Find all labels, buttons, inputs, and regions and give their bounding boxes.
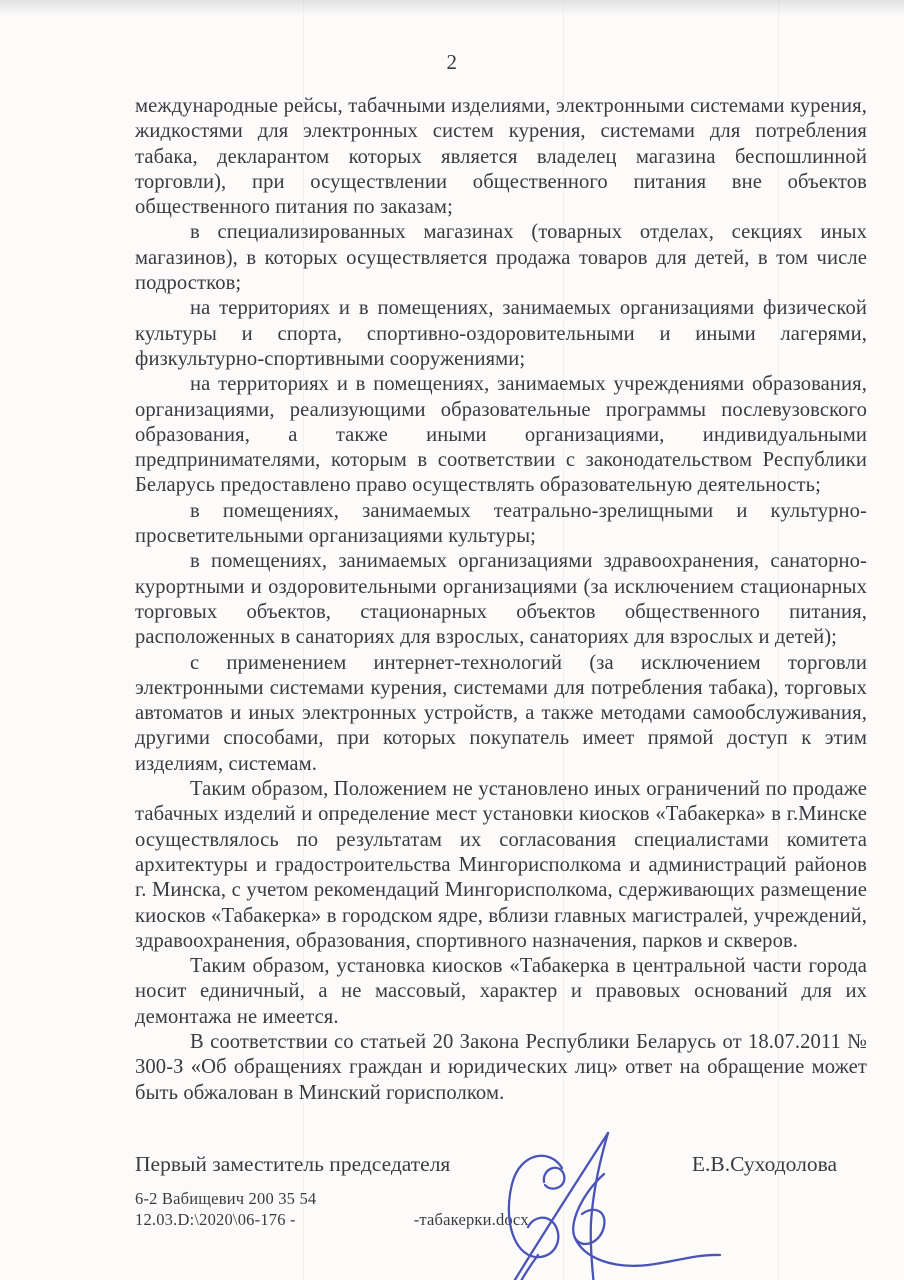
body-paragraph: в специализированных магазинах (товарных отделах, секциях иных магазинов), в которых осуществляется продажа товаров для детей, в том числе подростков; [135, 221, 867, 295]
signoff-name: Е.В.Суходолова [691, 1152, 837, 1176]
footer-reference [135, 1188, 529, 1230]
body-paragraph: Таким образом, установка киосков «Табакерка в центральной части города носит единичный, а не массовый, характер и правовых оснований для их демонтажа не имеется. [135, 955, 867, 1028]
body-paragraph: на территориях и в помещениях, занимаемых организациями физической культуры и спорта, спортивно-оздоровительными и иными лагерями, физкультурно-спортивными сооружениями; [135, 297, 867, 370]
scan-artifact-top-band [0, 0, 904, 16]
signoff-row [135, 1152, 851, 1177]
footer-reference-line1: 6-2 Вабищевич 200 35 54 [135, 1189, 317, 1208]
body-paragraph: Таким образом, Положением не установлено иных ограничений по продаже табачных изделий и определение мест установки киосков «Табакерка» в г.Минске осуществлялось по результатам их согласования специалистами комитета архитектуры и градостроительства Мингорисполкома и администраций районов г. Минска, с учетом рекомендаций Мингорисполкома, сдерживающих размещение киосков «Табакерка» в городском ядре, вблизи главных магистралей, учреждений, здравоохранения, образования, спортивного назначения, парков и скверов. [135, 778, 867, 952]
body-paragraph: на территориях и в помещениях, занимаемых учреждениями образования, организациями, реализующими образовательные программы послевузовского образования, а также иными организациями, индивидуальными предпринимателями, которым в соответствии с законодательством Республики Беларусь предоставлено право осуществлять образовательную деятельность; [135, 373, 867, 497]
document-body [135, 94, 867, 1106]
page-number: 2 [446, 50, 458, 74]
signoff-title: Первый заместитель председателя [135, 1152, 451, 1176]
body-paragraph: с применением интернет-технологий (за исключением торговли электронными системами курения, системами для потребления табака), торговых автоматов и иных электронных устройств, а также методами самообслуживания, другими способами, при которых покупатель имеет прямой доступ к этим изделиям, системам. [135, 651, 867, 775]
body-paragraph: В соответствии со статьей 20 Закона Республики Беларусь от 18.07.2011 № 300-З «Об обращениях граждан и юридических лиц» ответ на обращение может быть обжалован в Минский горисполком. [135, 1030, 867, 1104]
body-paragraph: в помещениях, занимаемых театрально-зрелищными и культурно-просветительными организациями культуры; [135, 499, 867, 548]
footer-file-name: -табакерки.docx [413, 1210, 529, 1229]
footer-file-path: 12.03.D:\2020\06-176 - [135, 1210, 296, 1229]
footer-reference-line2 [135, 1209, 529, 1230]
body-paragraph: международные рейсы, табачными изделиями, электронными системами курения, жидкостями для электронных систем курения, системами для потребления табака, декларантом которых является владелец магазина беспошлинной торговли), при осуществлении общественного питания вне объектов общественного питания по заказам; [135, 95, 867, 219]
body-paragraph: в помещениях, занимаемых организациями здравоохранения, санаторно-курортными и оздоровительными организациями (за исключением стационарных торговых объектов, стационарных объектов общественного питания, расположенных в санаториях для взрослых, санаториях для взрослых и детей); [135, 550, 867, 649]
